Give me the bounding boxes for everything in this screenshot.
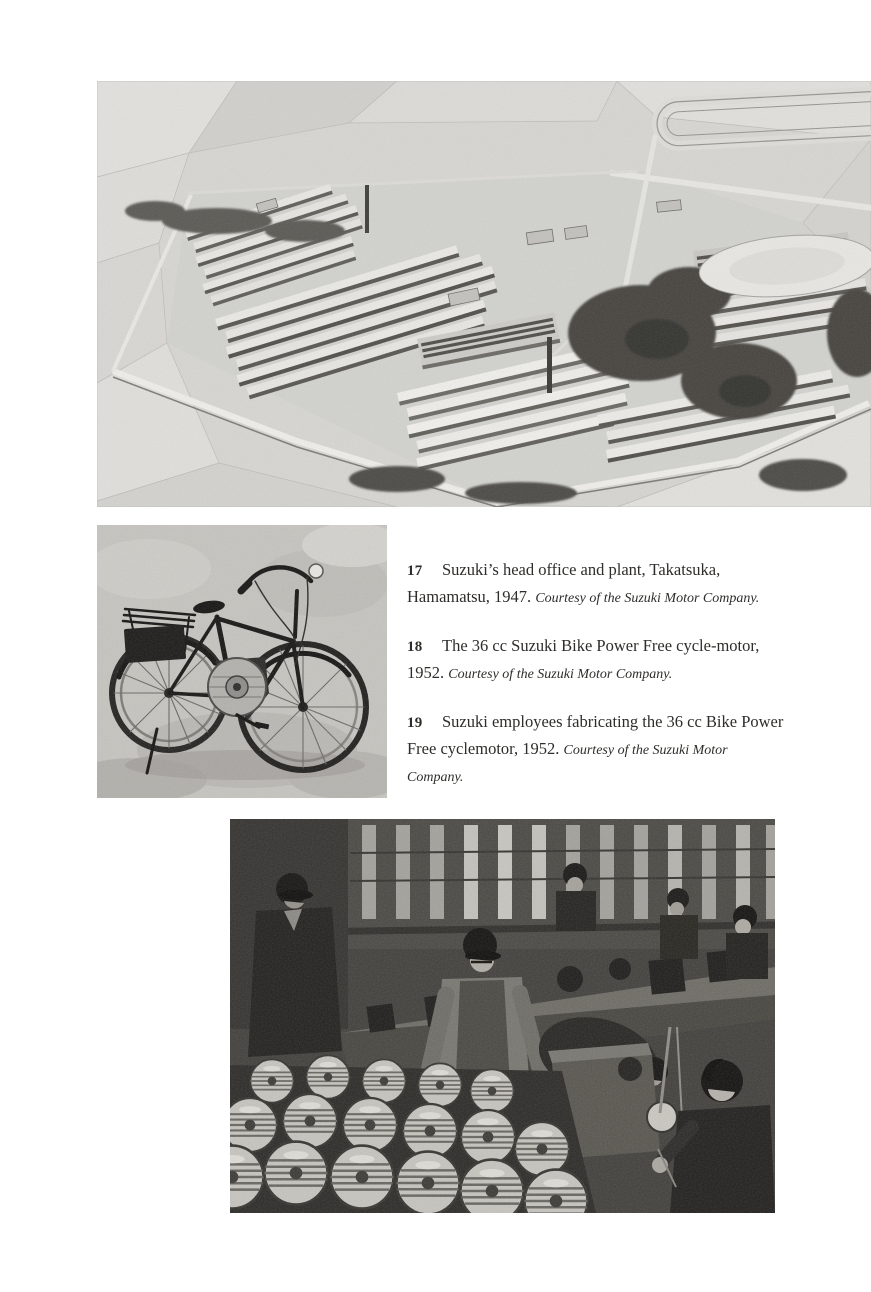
photo-aerial-plant (97, 81, 871, 507)
figure-caption-18 (407, 633, 785, 687)
figure-number-19: 19 (407, 715, 423, 731)
figure-caption-text-19: Suzuki employees fabricating the 36 cc Bike Power Free cyclemotor, 1952. (407, 712, 784, 758)
figure-number-18: 18 (407, 639, 423, 655)
figure-number-17: 17 (407, 563, 423, 579)
figure-caption-text-18: The 36 cc Suzuki Bike Power Free cycle-motor, 1952. (407, 636, 760, 682)
aerial-photo-art (97, 81, 871, 507)
photo-cyclemotor-bike (97, 525, 387, 798)
workers-photo-art (230, 819, 775, 1213)
figure-credit-17: Courtesy of the Suzuki Motor Company. (535, 591, 760, 606)
bike-photo-art (97, 525, 387, 798)
figure-credit-19: Courtesy of the Suzuki Motor Company. (407, 743, 728, 785)
figure-caption-19 (407, 709, 785, 790)
figure-caption-text-17: Suzuki’s head office and plant, Takatsuka, Hamamatsu, 1947. (407, 560, 721, 606)
figure-credit-18: Courtesy of the Suzuki Motor Company. (448, 667, 673, 682)
photo-factory-workers (230, 819, 775, 1213)
figure-caption-17 (407, 557, 785, 611)
caption-block (407, 557, 785, 812)
